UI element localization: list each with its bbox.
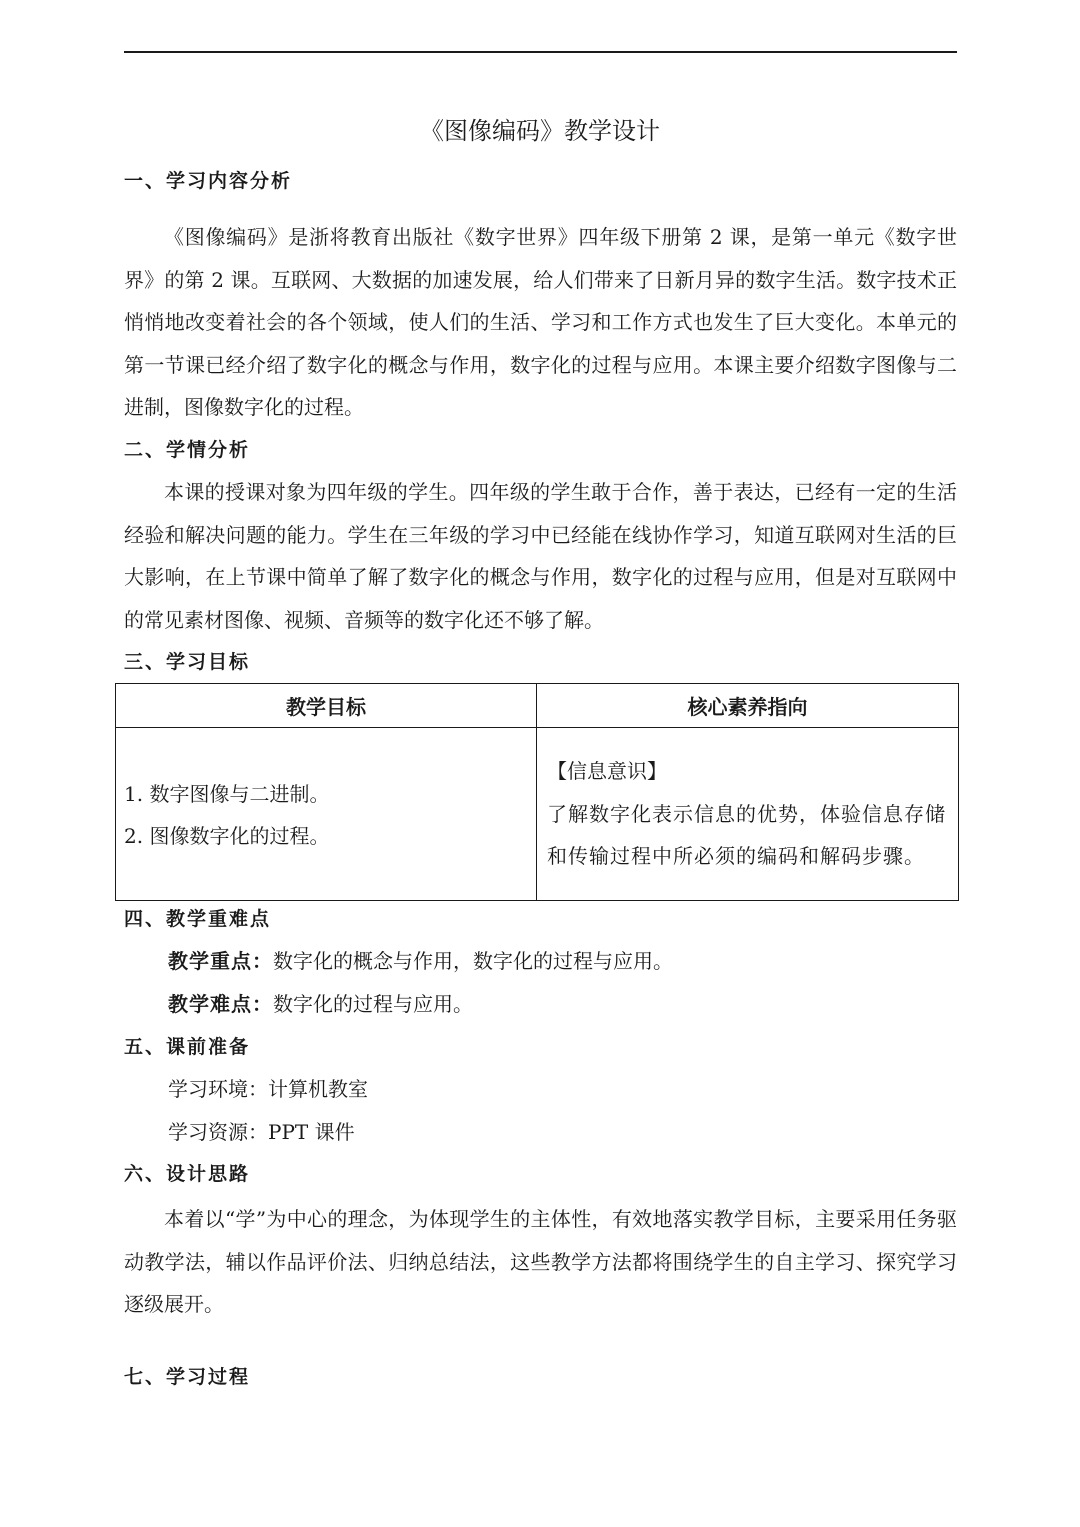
section-6-heading: 六、设计思路 — [124, 1163, 251, 1185]
core-col-header: 核心素养指向 — [537, 684, 959, 728]
core-tag: 【信息意识】 — [547, 759, 667, 784]
resource-line: 学习资源：PPT 课件 — [168, 1120, 355, 1144]
goals-col-header: 教学目标 — [116, 684, 537, 728]
key-point-line — [168, 946, 673, 976]
environment-line: 学习环境：计算机教室 — [168, 1077, 368, 1101]
section-2-paragraph: 本课的授课对象为四年级的学生。四年级的学生敢于合作，善于表达，已经有一定的生活经验和解决问题的能力。学生在三年级的学习中已经能在线协作学习，知道互联网对生活的巨大影响，在上节课中简单了解了数字化的概念与作用，数字化的过程与应用，但是对互联网中的常见素材图像、视频、音频等的数字化还不够了解。 — [124, 480, 957, 632]
section-1-heading: 一、学习内容分析 — [124, 170, 293, 192]
goal-item: 1. 数字图像与二进制。 — [124, 781, 330, 806]
document-title: 《图像编码》教学设计 — [420, 117, 660, 145]
goals-table-header-row — [116, 684, 959, 728]
section-3-heading: 三、学习目标 — [124, 651, 251, 673]
key-point-text: 数字化的概念与作用，数字化的过程与应用。 — [273, 949, 673, 973]
header-rule — [124, 51, 957, 53]
section-7-heading: 七、学习过程 — [124, 1366, 251, 1388]
goals-table — [115, 683, 959, 901]
difficulty-line — [168, 989, 473, 1019]
core-description: 了解数字化表示信息的优势，体验信息存储和传输过程中所必须的编码和解码步骤。 — [547, 801, 946, 869]
core-cell — [537, 728, 959, 901]
key-point-label: 教学重点： — [168, 949, 273, 973]
section-5-heading: 五、课前准备 — [124, 1036, 251, 1058]
section-1-paragraph: 《图像编码》是浙将教育出版社《数字世界》四年级下册第 2 课，是第一单元《数字世界》的第 2 课。互联网、大数据的加速发展，给人们带来了日新月异的数字生活。数字技术正悄悄地改变着社会的各个领域，使人们的生活、学习和工作方式也发生了巨大变化。本单元的第一节课已经介绍了数字化的概念与作用，数字化的过程与应用。本课主要介绍数字图像与二进制，图像数字化的过程。 — [124, 225, 957, 419]
difficulty-label: 教学难点： — [168, 992, 273, 1016]
goals-table-row — [116, 728, 959, 901]
goals-cell — [116, 728, 537, 901]
section-2-heading: 二、学情分析 — [124, 439, 251, 461]
section-6-paragraph: 本着以“学”为中心的理念，为体现学生的主体性，有效地落实教学目标，主要采用任务驱动教学法，辅以作品评价法、归纳总结法，这些教学方法都将围绕学生的自主学习、探究学习逐级展开。 — [124, 1207, 957, 1316]
goal-item: 2. 图像数字化的过程。 — [124, 824, 330, 848]
difficulty-text: 数字化的过程与应用。 — [273, 992, 473, 1016]
section-4-heading: 四、教学重难点 — [124, 908, 272, 930]
